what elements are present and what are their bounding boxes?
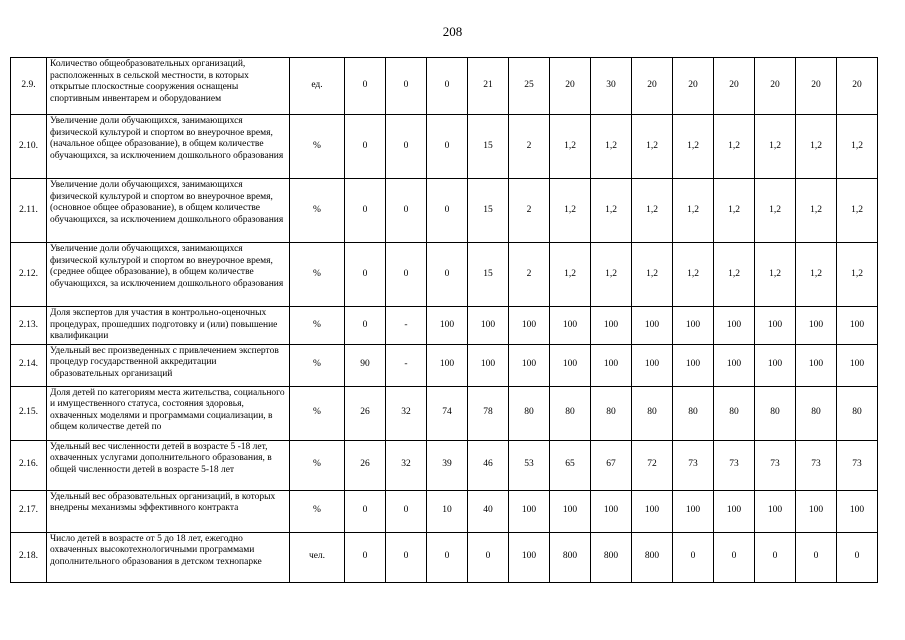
row-value: 73 [673, 440, 714, 490]
row-value: - [386, 307, 427, 345]
row-value: 80 [755, 386, 796, 440]
row-value: 0 [468, 532, 509, 582]
row-value: 1,2 [714, 115, 755, 179]
row-number: 2.12. [11, 243, 47, 307]
row-unit: % [290, 490, 345, 532]
row-value: 100 [714, 307, 755, 345]
row-value: 1,2 [673, 115, 714, 179]
row-value: 26 [345, 386, 386, 440]
row-value: 80 [837, 386, 878, 440]
table-row [11, 307, 878, 345]
row-value: 0 [673, 532, 714, 582]
row-value: 100 [714, 490, 755, 532]
row-value: 20 [837, 58, 878, 115]
row-value: 1,2 [755, 115, 796, 179]
row-value: 100 [550, 307, 591, 345]
row-description: Увеличение доли обучающихся, занимающихся физической культурой и спортом во внеурочное время, (основное общее образование), в общем количестве обучающихся, за исключением дошкольного образования [47, 179, 290, 243]
row-value: 46 [468, 440, 509, 490]
row-value: 100 [755, 344, 796, 386]
row-value: 800 [632, 532, 673, 582]
row-value: 20 [796, 58, 837, 115]
row-value: 0 [386, 490, 427, 532]
row-value: 1,2 [837, 115, 878, 179]
row-value: 32 [386, 440, 427, 490]
row-value: 1,2 [796, 115, 837, 179]
table-row [11, 179, 878, 243]
row-value: 80 [796, 386, 837, 440]
row-number: 2.14. [11, 344, 47, 386]
row-value: 1,2 [673, 243, 714, 307]
row-value: 100 [468, 344, 509, 386]
row-unit: % [290, 179, 345, 243]
row-value: 100 [632, 344, 673, 386]
row-value: 73 [837, 440, 878, 490]
row-value: 80 [550, 386, 591, 440]
row-value: 2 [509, 179, 550, 243]
row-value: 100 [796, 490, 837, 532]
row-value: 100 [591, 490, 632, 532]
row-number: 2.18. [11, 532, 47, 582]
row-value: 1,2 [714, 179, 755, 243]
row-unit: % [290, 344, 345, 386]
row-number: 2.16. [11, 440, 47, 490]
row-value: 100 [591, 344, 632, 386]
row-value: 100 [673, 490, 714, 532]
row-value: 80 [673, 386, 714, 440]
row-value: 100 [509, 532, 550, 582]
row-value: 100 [509, 307, 550, 345]
row-value: 78 [468, 386, 509, 440]
row-value: 65 [550, 440, 591, 490]
table-row [11, 58, 878, 115]
row-value: 100 [673, 344, 714, 386]
row-value: 0 [427, 532, 468, 582]
row-value: 10 [427, 490, 468, 532]
row-value: 40 [468, 490, 509, 532]
row-value: 32 [386, 386, 427, 440]
row-value: 0 [427, 179, 468, 243]
row-value: 1,2 [550, 115, 591, 179]
row-value: 100 [427, 307, 468, 345]
row-value: 0 [714, 532, 755, 582]
row-value: 1,2 [591, 115, 632, 179]
page-number: 208 [442, 24, 463, 39]
row-description: Число детей в возрасте от 5 до 18 лет, ежегодно охваченных высокотехнологичными программами дополнительного образования в детском технопарке [47, 532, 290, 582]
row-unit: % [290, 243, 345, 307]
row-value: 0 [427, 115, 468, 179]
row-value: 72 [632, 440, 673, 490]
row-value: 0 [427, 58, 468, 115]
row-value: 0 [345, 307, 386, 345]
row-value: 100 [550, 490, 591, 532]
row-unit: чел. [290, 532, 345, 582]
table-row [11, 243, 878, 307]
row-description: Увеличение доли обучающихся, занимающихся физической культурой и спортом во внеурочное время, (среднее общее образование), в общем количестве обучающихся, за исключением дошкольного образования [47, 243, 290, 307]
row-value: 73 [755, 440, 796, 490]
row-unit: % [290, 440, 345, 490]
row-value: 53 [509, 440, 550, 490]
row-value: 100 [755, 307, 796, 345]
row-value: 15 [468, 115, 509, 179]
row-value: 39 [427, 440, 468, 490]
row-value: 20 [673, 58, 714, 115]
row-value: 0 [345, 115, 386, 179]
table-row [11, 386, 878, 440]
row-value: 100 [509, 344, 550, 386]
row-value: 1,2 [632, 179, 673, 243]
row-value: 1,2 [796, 179, 837, 243]
row-value: 0 [345, 490, 386, 532]
row-value: 1,2 [632, 243, 673, 307]
row-value: 26 [345, 440, 386, 490]
row-description: Увеличение доли обучающихся, занимающихся физической культурой и спортом во внеурочное время, (начальное общее образование), в общем количестве обучающихся, за исключением дошкольного образования [47, 115, 290, 179]
row-value: 0 [345, 179, 386, 243]
row-value: 100 [755, 490, 796, 532]
row-value: 20 [714, 58, 755, 115]
row-value: 90 [345, 344, 386, 386]
row-value: 100 [837, 490, 878, 532]
row-value: 100 [796, 344, 837, 386]
row-value: 100 [673, 307, 714, 345]
row-value: 100 [714, 344, 755, 386]
row-value: 0 [755, 532, 796, 582]
row-value: 0 [427, 243, 468, 307]
table-row [11, 115, 878, 179]
row-description: Удельный вес образовательных организаций, в которых внедрены механизмы эффективного контракта [47, 490, 290, 532]
row-value: 1,2 [837, 179, 878, 243]
row-value: 25 [509, 58, 550, 115]
row-value: 100 [591, 307, 632, 345]
row-value: 100 [632, 307, 673, 345]
row-value: 30 [591, 58, 632, 115]
row-value: 1,2 [837, 243, 878, 307]
table-row [11, 440, 878, 490]
row-number: 2.10. [11, 115, 47, 179]
row-value: 0 [386, 532, 427, 582]
row-value: 1,2 [714, 243, 755, 307]
row-description: Доля экспертов для участия в контрольно-оценочных процедурах, прошедших подготовку и (или) повышение квалификации [47, 307, 290, 345]
row-value: 1,2 [673, 179, 714, 243]
row-value: 1,2 [755, 179, 796, 243]
row-value: 0 [386, 179, 427, 243]
row-value: 100 [837, 344, 878, 386]
row-value: 74 [427, 386, 468, 440]
row-value: 100 [468, 307, 509, 345]
row-value: - [386, 344, 427, 386]
row-value: 1,2 [591, 243, 632, 307]
row-number: 2.9. [11, 58, 47, 115]
indicators-table [10, 57, 878, 583]
row-value: 0 [837, 532, 878, 582]
row-value: 100 [509, 490, 550, 532]
row-value: 0 [796, 532, 837, 582]
row-value: 15 [468, 243, 509, 307]
row-value: 0 [386, 58, 427, 115]
row-description: Удельный вес численности детей в возрасте 5 -18 лет, охваченных услугами дополнительного образования, в общей численности детей в возрасте 5-18 лет [47, 440, 290, 490]
row-value: 800 [591, 532, 632, 582]
row-value: 21 [468, 58, 509, 115]
row-unit: % [290, 386, 345, 440]
row-description: Удельный вес произведенных с привлечением экспертов процедур государственной аккредитации образовательных организаций [47, 344, 290, 386]
row-value: 100 [632, 490, 673, 532]
row-value: 1,2 [591, 179, 632, 243]
row-value: 73 [796, 440, 837, 490]
row-value: 20 [755, 58, 796, 115]
row-value: 0 [345, 532, 386, 582]
row-unit: % [290, 115, 345, 179]
row-value: 100 [427, 344, 468, 386]
row-value: 1,2 [550, 179, 591, 243]
row-value: 73 [714, 440, 755, 490]
row-value: 20 [632, 58, 673, 115]
table-row [11, 532, 878, 582]
row-unit: % [290, 307, 345, 345]
row-description: Количество общеобразовательных организаций, расположенных в сельской местности, в которых открытые плоскостные сооружения оснащены спортивным инвентарем и оборудованием [47, 58, 290, 115]
row-value: 1,2 [550, 243, 591, 307]
row-unit: ед. [290, 58, 345, 115]
row-value: 2 [509, 115, 550, 179]
row-value: 0 [386, 243, 427, 307]
row-value: 100 [550, 344, 591, 386]
row-value: 100 [837, 307, 878, 345]
row-value: 15 [468, 179, 509, 243]
row-value: 0 [386, 115, 427, 179]
row-value: 20 [550, 58, 591, 115]
row-number: 2.11. [11, 179, 47, 243]
row-number: 2.13. [11, 307, 47, 345]
row-value: 80 [632, 386, 673, 440]
row-value: 0 [345, 58, 386, 115]
row-value: 67 [591, 440, 632, 490]
row-description: Доля детей по категориям места жительства, социального и имущественного статуса, состояния здоровья, охваченных моделями и программами социализации, в общем количестве детей по [47, 386, 290, 440]
row-number: 2.15. [11, 386, 47, 440]
row-value: 0 [345, 243, 386, 307]
table-row [11, 490, 878, 532]
row-value: 80 [509, 386, 550, 440]
row-value: 2 [509, 243, 550, 307]
row-value: 80 [714, 386, 755, 440]
row-number: 2.17. [11, 490, 47, 532]
row-value: 1,2 [632, 115, 673, 179]
table-row [11, 344, 878, 386]
row-value: 80 [591, 386, 632, 440]
row-value: 800 [550, 532, 591, 582]
row-value: 1,2 [796, 243, 837, 307]
row-value: 1,2 [755, 243, 796, 307]
row-value: 100 [796, 307, 837, 345]
